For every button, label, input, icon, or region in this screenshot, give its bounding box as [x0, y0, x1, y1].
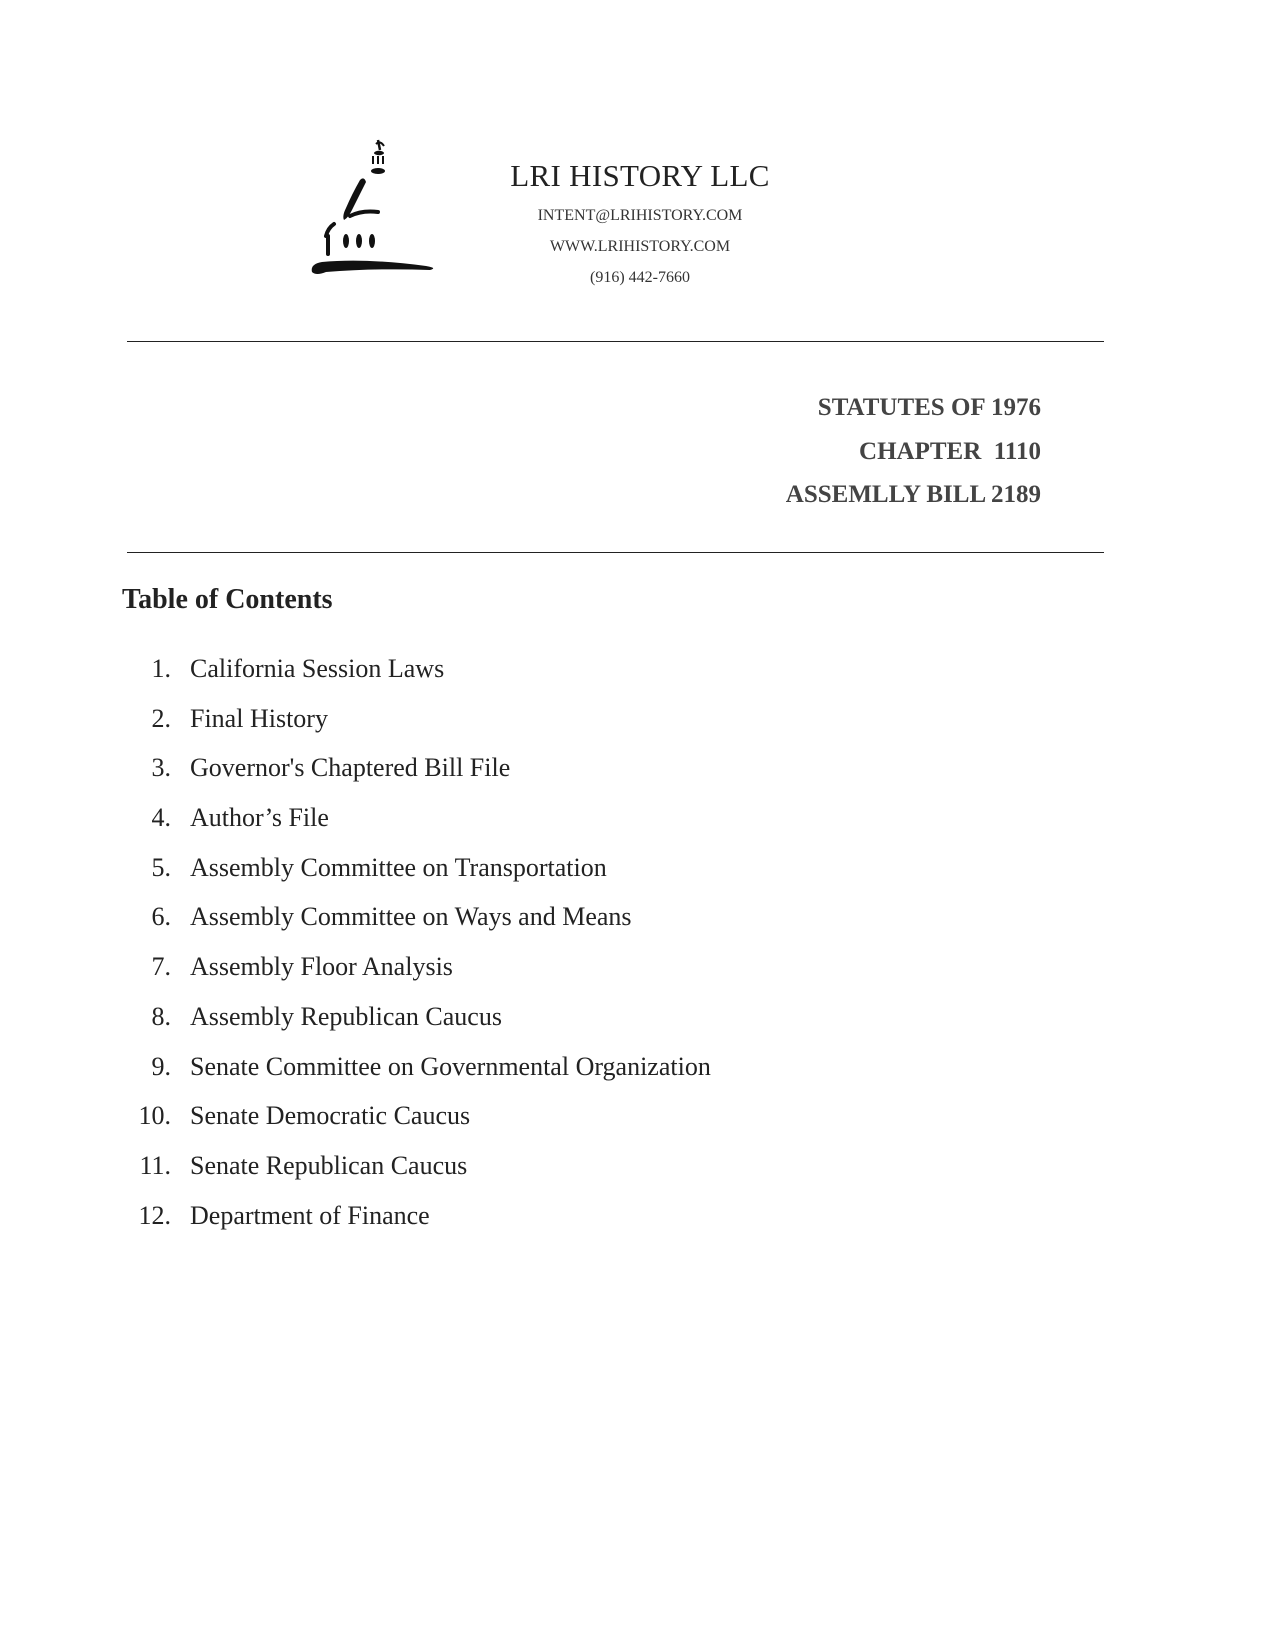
capitol-dome-icon — [306, 136, 454, 296]
toc-item-label: Assembly Committee on Transportation — [190, 852, 607, 882]
toc-item-number: 10. — [138, 1101, 171, 1131]
statute-block — [786, 386, 1041, 517]
toc-item-label: California Session Laws — [190, 654, 445, 683]
contact-phone: (916) 442-7660 — [590, 269, 690, 286]
toc-item-label: Author’s File — [190, 803, 329, 833]
contact-website: WWW.LRIHISTORY.COM — [549, 238, 731, 255]
toc-item-label: Final History — [190, 703, 328, 733]
statute-chapter: CHAPTER 1110 — [859, 437, 1041, 465]
toc-item-number: 3. — [151, 753, 171, 783]
contact-email: INTENT@LRIHISTORY.COM — [537, 207, 743, 224]
toc-item-label: Senate Democratic Caucus — [190, 1101, 471, 1131]
toc-item-label: Senate Republican Caucus — [190, 1150, 468, 1180]
company-name: LRI HISTORY LLC — [510, 158, 770, 193]
toc-item-label: Department of Finance — [190, 1200, 430, 1230]
divider-top — [127, 341, 1104, 342]
toc-item-number: 9. — [151, 1051, 171, 1081]
toc-item-label: Assembly Committee on Ways and Means — [190, 902, 632, 932]
toc-item-number: 8. — [151, 1001, 171, 1031]
toc-item-number: 7. — [151, 952, 171, 982]
toc-item-label: Assembly Republican Caucus — [190, 1001, 502, 1031]
toc-item-number: 4. — [151, 803, 171, 833]
toc-item-number: 12. — [138, 1200, 171, 1230]
divider-bottom — [127, 552, 1104, 553]
toc-item-number: 11. — [139, 1150, 171, 1180]
toc-item-label: Senate Committee on Governmental Organization — [190, 1051, 711, 1081]
statute-year: STATUTES OF 1976 — [817, 394, 1041, 421]
toc-item-label: Assembly Floor Analysis — [190, 952, 453, 982]
toc-item-number: 6. — [151, 902, 171, 932]
toc-heading: Table of Contents — [122, 584, 333, 615]
toc-item-label: Governor's Chaptered Bill File — [190, 753, 511, 783]
toc-item-number: 5. — [151, 852, 171, 882]
letterhead — [450, 158, 830, 293]
statute-bill: ASSEMLLY BILL 2189 — [785, 481, 1041, 508]
toc-item-number: 2. — [151, 703, 171, 733]
toc-item-number: 1. — [151, 654, 171, 683]
